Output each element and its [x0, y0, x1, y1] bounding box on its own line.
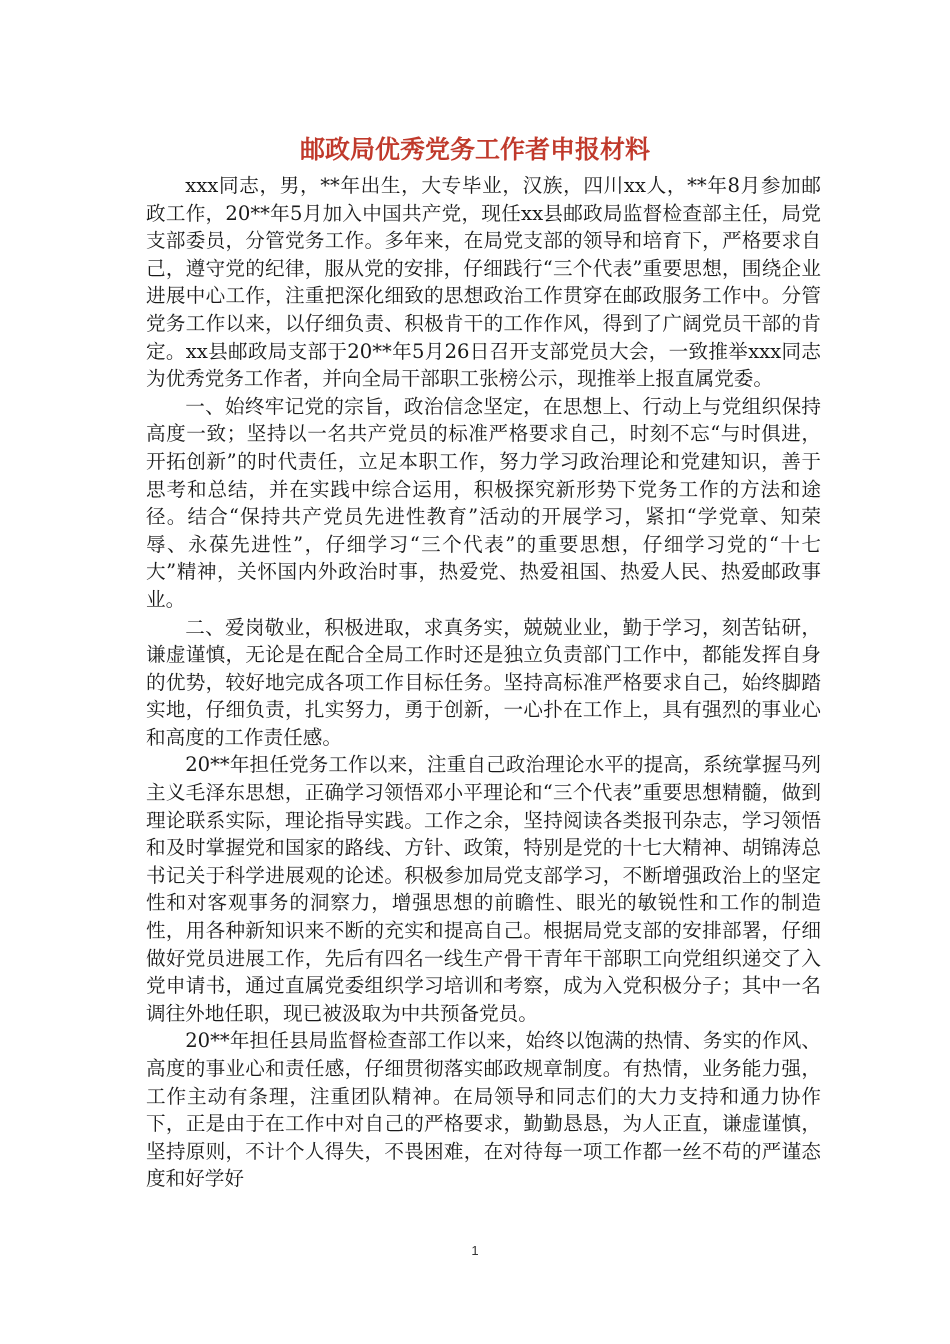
paragraph-section-1: 一、始终牢记党的宗旨，政治信念坚定，在思想上、行动上与党组织保持高度一致；坚持以一名共产党员的标准严格要求自己，时刻不忘“与时俱进，开拓创新”的时代责任，立足本职工作，努力学习政治理论和党建知识，善于思考和总结，并在实践中综合运用，积极探究新形势下党务工作的方法和途径。结合“保持共产党员先进性教育”活动的开展学习，紧扣“学党章、知荣辱、永葆先进性”，仔细学习“三个代表”的重要思想，仔细学习党的“十七大”精神，关怀国内外政治时事，热爱党、热爱祖国、热爱人民、热爱邮政事业。 [146, 394, 821, 611]
paragraph-intro: xxx同志，男，**年出生，大专毕业，汉族，四川xx人，**年8月参加邮政工作，20**年5月加入中国共产党，现任xx县邮政局监督检查部主任，局党支部委员，分管党务工作。多年来，在局党支部的领导和培育下，严格要求自己，遵守党的纪律，服从党的安排，仔细践行“三个代表”重要思想，围绕企业进展中心工作，注重把深化细致的思想政治工作贯穿在邮政服务工作中。分管党务工作以来，以仔细负责、积极肯干的工作作风，得到了广阔党员干部的肯定。xx县邮政局支部于20**年5月26日召开支部党员大会，一致推举xxx同志为优秀党务工作者，并向全局干部职工张榜公示，现推举上报直属党委。 [146, 174, 821, 391]
document-body [146, 172, 821, 1193]
paragraph-section-2: 二、爱岗敬业，积极进取，求真务实，兢兢业业，勤于学习，刻苦钻研，谦虚谨慎，无论是在配合全局工作时还是独立负责部门工作中，都能发挥自身的优势，较好地完成各项工作目标任务。坚持高标准严格要求自己，始终脚踏实地，仔细负责，扎实努力，勇于创新，一心扑在工作上，具有强烈的事业心和高度的工作责任感。 [146, 615, 821, 749]
paragraph-party-work: 20**年担任党务工作以来，注重自己政治理论水平的提高，系统掌握马列主义毛泽东思想，正确学习领悟邓小平理论和“三个代表”重要思想精髓，做到理论联系实际，理论指导实践。工作之余，坚持阅读各类报刊杂志，学习领悟和及时掌握党和国家的路线、方针、政策，特别是党的十七大精神、胡锦涛总书记关于科学进展观的论述。积极参加局党支部学习，不断增强政治上的坚定性和对客观事务的洞察力，增强思想的前瞻性、眼光的敏锐性和工作的制造性，用各种新知识来不断的充实和提高自己。根据局党支部的安排部署，仔细做好党员进展工作，先后有四名一线生产骨干青年干部职工向党组织递交了入党申请书，通过直属党委组织学习培训和考察，成为入党积极分子；其中一名调往外地任职，现已被汲取为中共预备党员。 [146, 753, 821, 1025]
document-title: 邮政局优秀党务工作者申报材料 [299, 135, 650, 164]
paragraph-supervision-work: 20**年担任县局监督检查部工作以来，始终以饱满的热情、务实的作风、高度的事业心和责任感，仔细贯彻落实邮政规章制度。有热情，业务能力强，工作主动有条理，注重团队精神。在局领导和同志们的大力支持和通力协作下，正是由于在工作中对自己的严格要求，勤勤恳恳，为人正直，谦虚谨慎，坚持原则，不计个人得失，不畏困难，在对待每一项工作都一丝不苟的严谨态度和好学好 [146, 1029, 821, 1191]
page-number: 1 [471, 1243, 479, 1258]
